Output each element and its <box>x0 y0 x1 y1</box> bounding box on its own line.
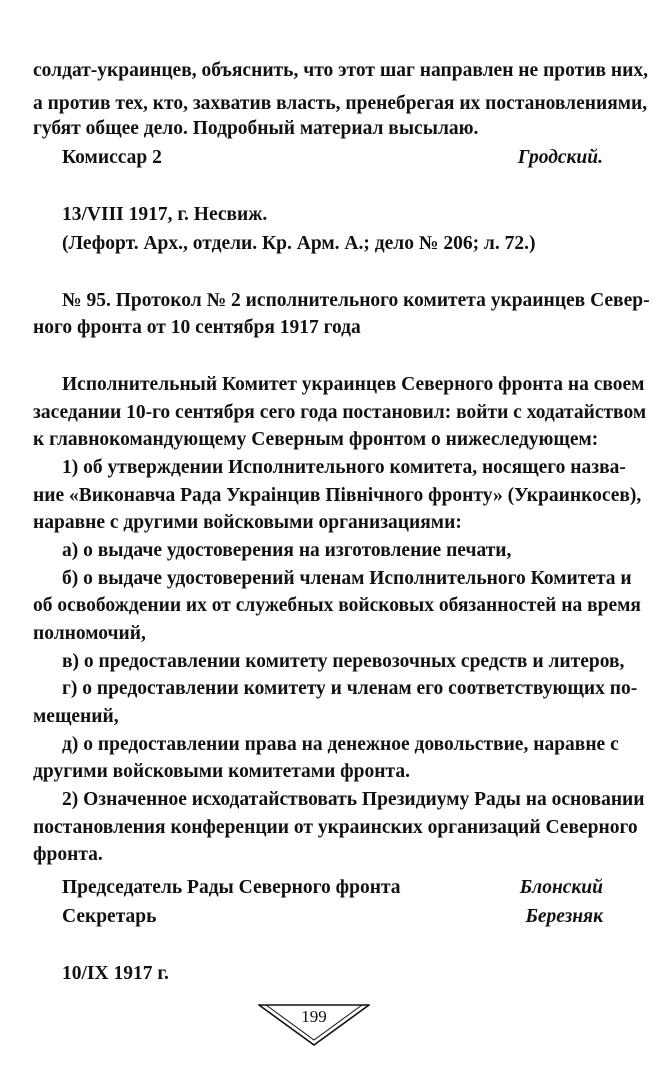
commissar-title: Комиссар 2 <box>62 147 162 168</box>
intro-line-3: губят общее дело. Подробный материал высылаю. <box>33 118 479 139</box>
body-line-7: а) о выдаче удостоверения на изготовление печати, <box>62 540 512 561</box>
signature-name: Блонский <box>519 877 603 898</box>
body-line-5: ние «Виконавча Рада Украінцив Північного фронту» (Украинкосев), <box>33 485 642 506</box>
signature-role: Секретарь <box>62 906 157 927</box>
body-line-8: б) о выдаче удостоверений членам Исполнительного Комитета и <box>62 568 632 589</box>
signature-secretary <box>62 905 603 929</box>
body-line-15: другими войсковыми комитетами фронта. <box>33 761 410 782</box>
body-line-1: Исполнительный Комитет украинцев Северного фронта на своем <box>62 374 645 395</box>
signature-chairman <box>62 876 603 900</box>
body-line-13: мещений, <box>33 706 119 727</box>
signature-name: Березняк <box>525 906 603 927</box>
body-line-2: заседании 10-го сентября сего года постановил: войти с ходатайством <box>33 402 647 423</box>
intro-line-1: солдат-украинцев, объяснить, что этот шаг направлен не против них, <box>33 60 648 81</box>
body-line-9: об освобождении их от служебных войсковых обязанностей на время <box>33 595 641 616</box>
body-line-10: полномочий, <box>33 623 146 644</box>
doc-heading-line-1: № 95. Протокол № 2 исполнительного комитета украинцев Север- <box>62 290 650 311</box>
document-date: 13/VIII 1917, г. Несвиж. <box>62 204 268 225</box>
body-line-14: д) о предоставлении права на денежное довольствие, наравне с <box>62 734 619 755</box>
body-line-18: фронта. <box>33 844 103 865</box>
intro-line-2: а против тех, кто, захватив власть, пренебрегая их постановлениями, <box>33 93 648 114</box>
archive-reference: (Лефорт. Арх., отдели. Кр. Арм. А.; дело № 206; л. 72.) <box>62 233 536 254</box>
body-line-11: в) о предоставлении комитету перевозочных средств и литеров, <box>62 651 625 672</box>
doc-heading-line-2: ного фронта от 10 сентября 1917 года <box>33 317 361 338</box>
signature-role: Председатель Рады Северного фронта <box>62 877 401 898</box>
commissar-name: Гродский. <box>517 147 603 168</box>
body-line-6: наравне с другими войсковыми организациями: <box>33 512 462 533</box>
closing-date: 10/IX 1917 г. <box>62 963 169 984</box>
body-line-17: постановления конференции от украинских организаций Северного <box>33 817 638 838</box>
page-number: 199 <box>301 1007 327 1026</box>
body-line-3: к главнокомандующему Северным фронтом о нижеследующем: <box>33 429 599 450</box>
commissar-signature <box>62 146 603 170</box>
page-number-ornament <box>258 1004 370 1046</box>
body-line-16: 2) Означенное исходатайствовать Президиуму Рады на основании <box>62 789 645 810</box>
body-line-12: г) о предоставлении комитету и членам его соответствующих по- <box>62 678 638 699</box>
body-line-4: 1) об утверждении Исполнительного комитета, носящего назва- <box>62 457 626 478</box>
